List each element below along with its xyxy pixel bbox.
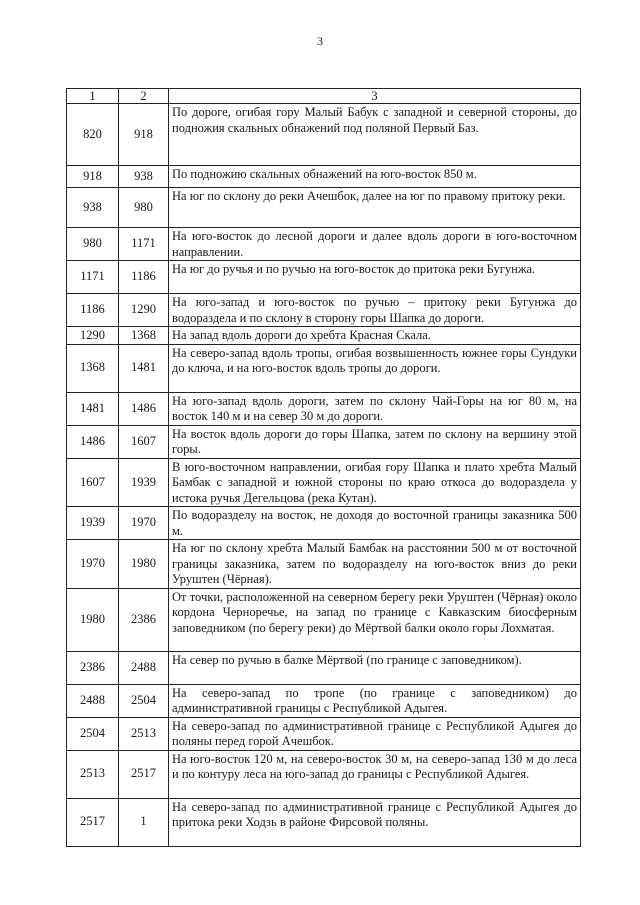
table-row bbox=[67, 651, 581, 684]
point-to-cell: 2386 bbox=[119, 588, 169, 651]
point-from-cell: 820 bbox=[67, 104, 119, 166]
table-row bbox=[67, 228, 581, 261]
column-header-from: 1 bbox=[67, 89, 119, 104]
point-from-cell: 1481 bbox=[67, 392, 119, 425]
route-description-cell: На северо-запад по административной границе с Республикой Адыгея до поляны перед горой Ачешбок. bbox=[169, 717, 581, 750]
table-row bbox=[67, 104, 581, 166]
point-from-cell: 2517 bbox=[67, 798, 119, 846]
route-description-cell: На северо-запад по административной границе с Республикой Адыгея до притока реки Ходзь в районе Фирсовой поляны. bbox=[169, 798, 581, 846]
route-description-cell: На юго-восток 120 м, на северо-восток 30 м, на северо-запад 130 м до леса и по контуру леса на юго-запад до границы с Республикой Адыгея. bbox=[169, 750, 581, 798]
route-description-cell: На север по ручью в балке Мёртвой (по границе с заповедником). bbox=[169, 651, 581, 684]
table-row bbox=[67, 294, 581, 327]
point-to-cell: 1607 bbox=[119, 425, 169, 458]
point-to-cell: 1980 bbox=[119, 540, 169, 589]
table-row bbox=[67, 717, 581, 750]
route-description-cell: От точки, расположенной на северном берегу реки Уруштен (Чёрная) около кордона Черноречье, на запад по границе с Кавказским биосферным заповедником (по берегу реки) до Мёртвой балки около горы Лохматая. bbox=[169, 588, 581, 651]
route-description-cell: В юго-восточном направлении, огибая гору Шапка и плато хребта Малый Бамбак с западной и южной стороны по краю откоса до водораздела у истока ручья Дегельцова (река Кутан). bbox=[169, 458, 581, 507]
table-row bbox=[67, 327, 581, 345]
point-to-cell: 1171 bbox=[119, 228, 169, 261]
table-row bbox=[67, 344, 581, 392]
table-row bbox=[67, 684, 581, 717]
table-row bbox=[67, 188, 581, 228]
route-table bbox=[66, 88, 581, 847]
point-to-cell: 1 bbox=[119, 798, 169, 846]
point-to-cell: 1186 bbox=[119, 261, 169, 294]
route-description-cell: На северо-запад по тропе (по границе с заповедником) до административной границы с Республикой Адыгея. bbox=[169, 684, 581, 717]
point-to-cell: 1486 bbox=[119, 392, 169, 425]
point-to-cell: 980 bbox=[119, 188, 169, 228]
point-from-cell: 1486 bbox=[67, 425, 119, 458]
point-from-cell: 918 bbox=[67, 166, 119, 188]
point-to-cell: 1368 bbox=[119, 327, 169, 345]
page-number: 3 bbox=[317, 34, 323, 48]
point-to-cell: 2504 bbox=[119, 684, 169, 717]
point-to-cell: 2513 bbox=[119, 717, 169, 750]
table-row bbox=[67, 425, 581, 458]
route-description-cell: На восток вдоль дороги до горы Шапка, затем по склону на вершину этой горы. bbox=[169, 425, 581, 458]
point-to-cell: 2488 bbox=[119, 651, 169, 684]
table-row bbox=[67, 540, 581, 589]
route-description-cell: На юг до ручья и по ручью на юго-восток до притока реки Бугунжа. bbox=[169, 261, 581, 294]
route-table-body bbox=[67, 104, 581, 847]
point-from-cell: 980 bbox=[67, 228, 119, 261]
table-row bbox=[67, 588, 581, 651]
point-to-cell: 2517 bbox=[119, 750, 169, 798]
route-description-cell: На юго-запад вдоль дороги, затем по склону Чай-Горы на юг 80 м, на восток 140 м и на север 30 м до дороги. bbox=[169, 392, 581, 425]
route-description-cell: На юго-запад и юго-восток по ручью – притоку реки Бугунжа до водораздела и по склону в сторону горы Шапка до дороги. bbox=[169, 294, 581, 327]
route-description-cell: На юго-восток до лесной дороги и далее вдоль дороги в юго-восточном направлении. bbox=[169, 228, 581, 261]
point-to-cell: 1939 bbox=[119, 458, 169, 507]
point-from-cell: 1368 bbox=[67, 344, 119, 392]
point-from-cell: 1939 bbox=[67, 507, 119, 540]
point-from-cell: 2513 bbox=[67, 750, 119, 798]
column-header-to: 2 bbox=[119, 89, 169, 104]
point-from-cell: 1607 bbox=[67, 458, 119, 507]
point-from-cell: 2488 bbox=[67, 684, 119, 717]
route-description-cell: По водоразделу на восток, не доходя до восточной границы заказника 500 м. bbox=[169, 507, 581, 540]
point-to-cell: 1970 bbox=[119, 507, 169, 540]
point-from-cell: 1186 bbox=[67, 294, 119, 327]
table-row bbox=[67, 798, 581, 846]
point-from-cell: 2504 bbox=[67, 717, 119, 750]
point-from-cell: 938 bbox=[67, 188, 119, 228]
route-description-cell: На запад вдоль дороги до хребта Красная Скала. bbox=[169, 327, 581, 345]
point-from-cell: 1290 bbox=[67, 327, 119, 345]
route-description-cell: На юг по склону до реки Ачешбок, далее на юг по правому притоку реки. bbox=[169, 188, 581, 228]
column-header-description: 3 bbox=[169, 89, 581, 104]
route-description-cell: По дороге, огибая гору Малый Бабук с западной и северной стороны, до подножия скальных обнажений под поляной Первый Баз. bbox=[169, 104, 581, 166]
point-from-cell: 1970 bbox=[67, 540, 119, 589]
point-to-cell: 1290 bbox=[119, 294, 169, 327]
route-description-cell: По подножию скальных обнажений на юго-восток 850 м. bbox=[169, 166, 581, 188]
point-from-cell: 1980 bbox=[67, 588, 119, 651]
point-from-cell: 2386 bbox=[67, 651, 119, 684]
table-row bbox=[67, 458, 581, 507]
header-row bbox=[67, 89, 581, 104]
table-row bbox=[67, 166, 581, 188]
table-row bbox=[67, 750, 581, 798]
point-to-cell: 1481 bbox=[119, 344, 169, 392]
table-row bbox=[67, 507, 581, 540]
table-row bbox=[67, 392, 581, 425]
route-description-cell: На северо-запад вдоль тропы, огибая возвышенность южнее горы Сундуки до ключа, и на юго-восток вдоль тропы до дороги. bbox=[169, 344, 581, 392]
point-to-cell: 918 bbox=[119, 104, 169, 166]
point-to-cell: 938 bbox=[119, 166, 169, 188]
point-from-cell: 1171 bbox=[67, 261, 119, 294]
table-row bbox=[67, 261, 581, 294]
route-description-cell: На юг по склону хребта Малый Бамбак на расстоянии 500 м от восточной границы заказника, затем по водоразделу на юго-восток вниз до реки Уруштен (Чёрная). bbox=[169, 540, 581, 589]
